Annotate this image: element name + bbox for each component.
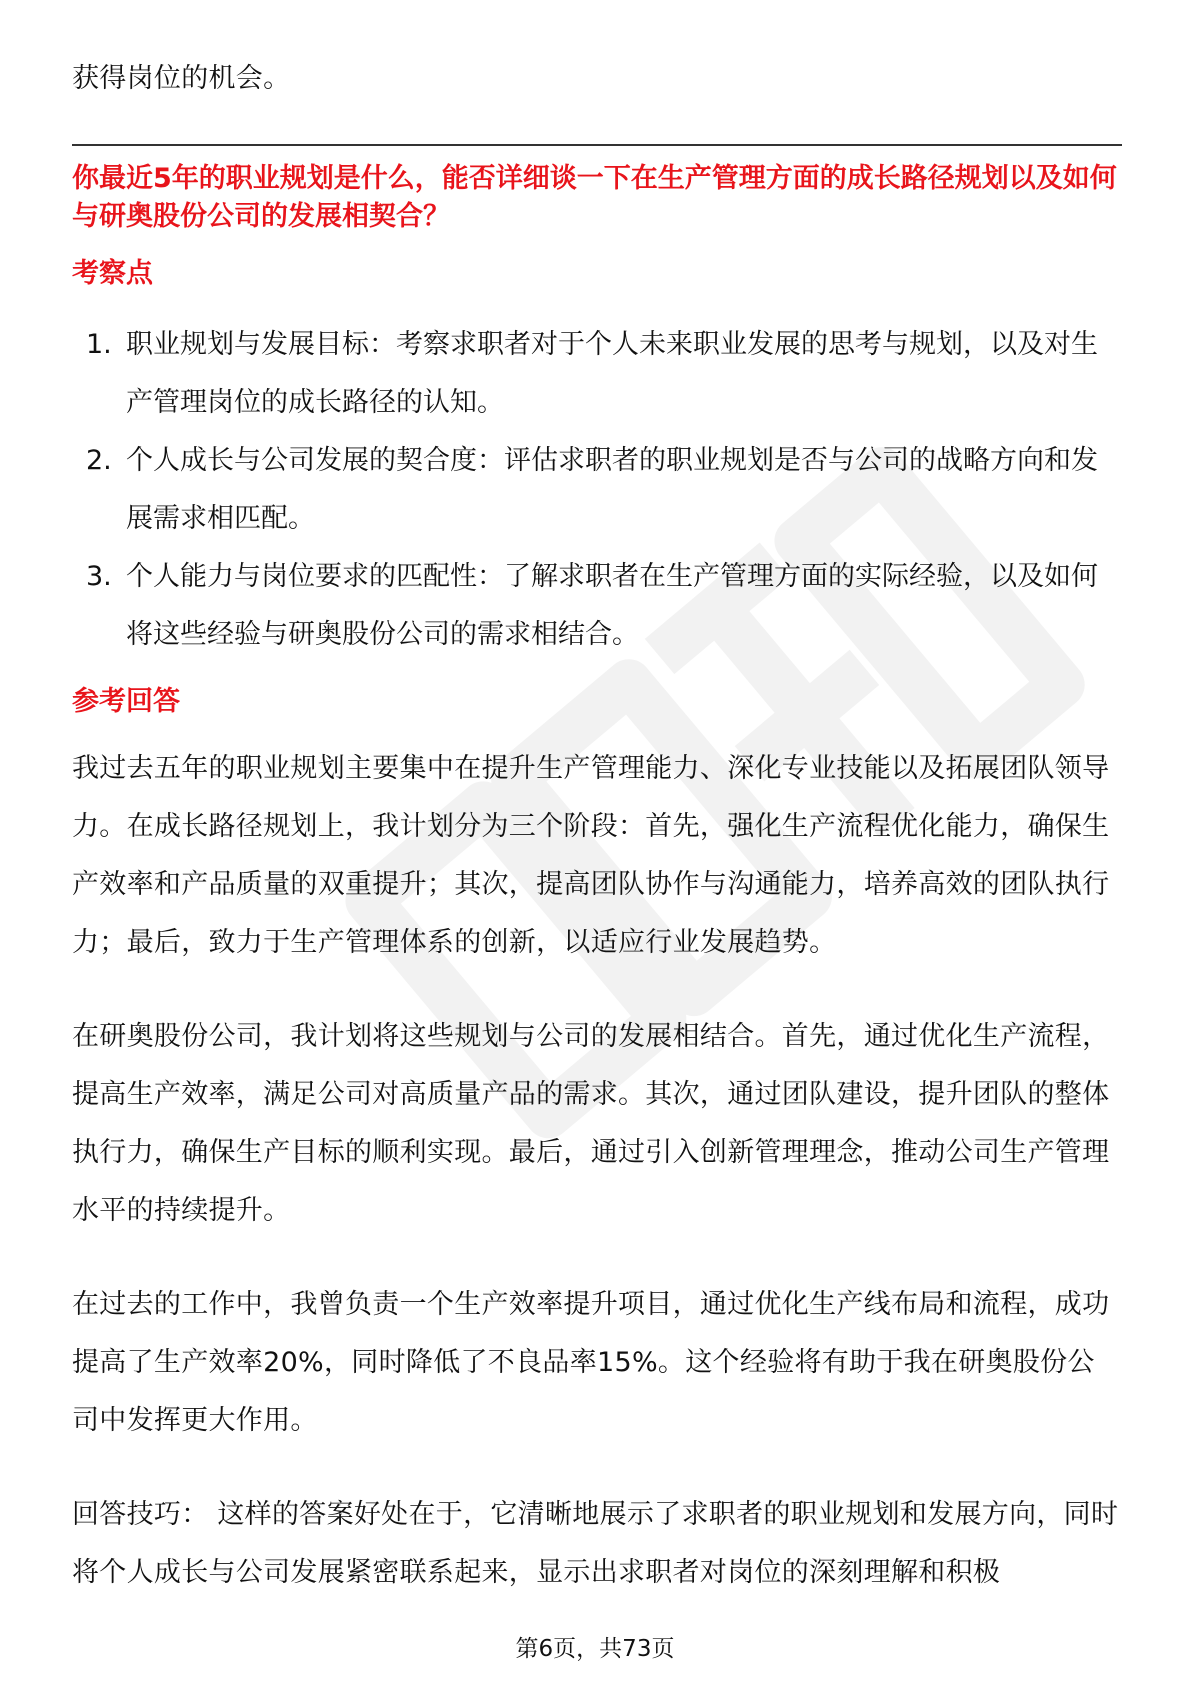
page-number-footer: 第6页，共73页	[515, 1636, 675, 1662]
assessment-point	[72, 548, 1122, 664]
point-number: 1.	[86, 329, 112, 360]
document-body	[72, 50, 1122, 1638]
assessment-point	[72, 432, 1122, 548]
answer-tips-paragraph: 回答技巧： 这样的答案好处在于，它清晰地展示了求职者的职业规划和发展方向，同时将个人成长与公司发展紧密联系起来，显示出求职者对岗位的深刻理解和积极	[72, 1499, 1119, 1588]
intro-tail-text: 获得岗位的机会。	[72, 63, 291, 94]
reference-answer-title: 参考回答	[72, 686, 180, 717]
assessment-points	[72, 316, 1122, 664]
point-text: 职业规划与发展目标：考察求职者对于个人未来职业发展的思考与规划，以及对生产管理岗位的成长路径的认知。	[126, 329, 1098, 418]
section-divider	[72, 144, 1122, 146]
answer-paragraph: 在过去的工作中，我曾负责一个生产效率提升项目，通过优化生产线布局和流程，成功提高了生产效率20%，同时降低了不良品率15%。这个经验将有助于我在研奥股份公司中发挥更大作用。	[72, 1289, 1110, 1436]
point-text: 个人成长与公司发展的契合度：评估求职者的职业规划是否与公司的战略方向和发展需求相匹配。	[126, 445, 1098, 534]
answer-paragraph: 我过去五年的职业规划主要集中在提升生产管理能力、深化专业技能以及拓展团队领导力。在成长路径规划上，我计划分为三个阶段：首先，强化生产流程优化能力，确保生产效率和产品质量的双重提升；其次，提高团队协作与沟通能力，培养高效的团队执行力；最后，致力于生产管理体系的创新，以适应行业发展趋势。	[72, 753, 1110, 958]
interview-question: 你最近5年的职业规划是什么，能否详细谈一下在生产管理方面的成长路径规划以及如何与研奥股份公司的发展相契合？	[72, 163, 1117, 232]
point-number: 2.	[86, 445, 112, 476]
assessment-point	[72, 316, 1122, 432]
point-text: 个人能力与岗位要求的匹配性：了解求职者在生产管理方面的实际经验，以及如何将这些经验与研奥股份公司的需求相结合。	[126, 561, 1098, 650]
answer-paragraph: 在研奥股份公司，我计划将这些规划与公司的发展相结合。首先，通过优化生产流程，提高生产效率，满足公司对高质量产品的需求。其次，通过团队建设，提升团队的整体执行力，确保生产目标的顺利实现。最后，通过引入创新管理理念，推动公司生产管理水平的持续提升。	[72, 1021, 1110, 1226]
assessment-title: 考察点	[72, 258, 153, 289]
point-number: 3.	[86, 561, 112, 592]
